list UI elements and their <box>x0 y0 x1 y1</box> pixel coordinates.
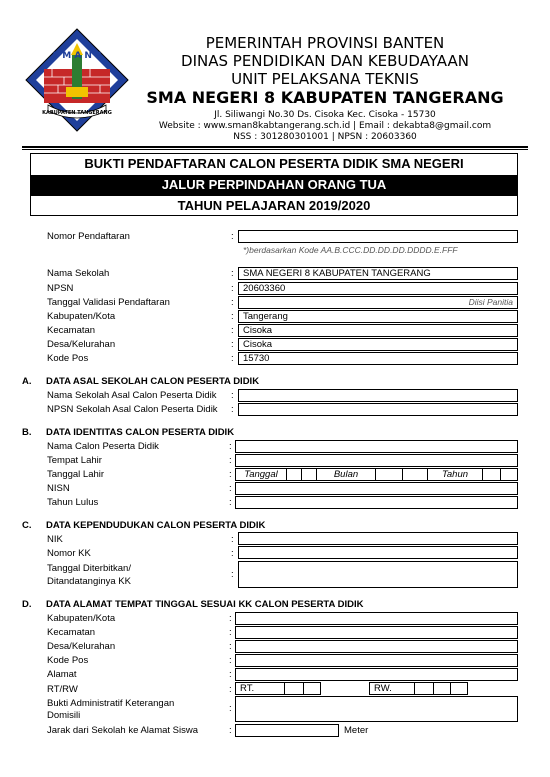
colon: : <box>231 231 234 242</box>
origin-school-name-label: Nama Sekolah Asal Calon Peserta Didik <box>47 390 217 401</box>
birthdate-month-digit-2[interactable] <box>402 468 428 481</box>
colon: : <box>231 548 234 559</box>
rt-digit-2[interactable] <box>303 682 321 695</box>
colon: : <box>229 641 232 652</box>
birthdate-month-digit-1[interactable] <box>375 468 403 481</box>
registration-note: *)berdasarkan Kode AA.B.CCC.DD.DD.DD.DDDD.E.FFF <box>243 245 458 255</box>
colon: : <box>231 283 234 294</box>
colon: : <box>231 404 234 415</box>
village-label: Desa/Kelurahan <box>47 339 116 350</box>
header-address: Jl. Siliwangi No.30 Ds. Cisoka Kec. Cisoka - 15730 <box>214 110 436 120</box>
colon: : <box>229 469 232 480</box>
section-c-title: DATA KEPENDUDUKAN CALON PESERTA DIDIK <box>46 520 266 531</box>
section-b-letter: B. <box>22 427 32 438</box>
registration-label: Nomor Pendaftaran <box>47 231 130 242</box>
kk-number-label: Nomor KK <box>47 548 91 559</box>
kk-date-label-2: Ditandatanginya KK <box>47 576 131 587</box>
section-c-letter: C. <box>22 520 32 531</box>
postal-code-label: Kode Pos <box>47 353 89 364</box>
colon: : <box>229 703 232 714</box>
birthdate-month-label: Bulan <box>316 468 376 481</box>
header-unit: UNIT PELAKSANA TEKNIS <box>231 70 419 88</box>
colon: : <box>229 655 232 666</box>
student-name-field[interactable] <box>235 440 518 453</box>
domicile-proof-label-2: Domisili <box>47 710 81 721</box>
domicile-proof-label-1: Bukti Administratif Keterangan <box>47 698 175 709</box>
address-regency-field[interactable] <box>235 612 518 625</box>
address-district-field[interactable] <box>235 626 518 639</box>
section-a-letter: A. <box>22 376 32 387</box>
address-village-field[interactable] <box>235 640 518 653</box>
header-school-name: SMA NEGERI 8 KABUPATEN TANGERANG <box>146 88 504 107</box>
rw-label-cell: RW. <box>369 682 415 695</box>
logo-text-top: S M A N 8 <box>52 51 102 61</box>
logo-text-bottom: KABUPATEN TANGERANG <box>42 110 112 116</box>
graduation-year-label: Tahun Lulus <box>47 497 99 508</box>
colon: : <box>231 325 234 336</box>
district-label: Kecamatan <box>47 325 96 336</box>
address-street-label: Alamat <box>47 669 77 680</box>
regency-label: Kabupaten/Kota <box>47 311 116 322</box>
colon: : <box>231 311 234 322</box>
birthplace-label: Tempat Lahir <box>47 455 102 466</box>
header-contact: Website : www.sman8kabtangerang.sch.id | Email : dekabta8@gmail.com <box>158 121 492 131</box>
address-postal-field[interactable] <box>235 654 518 667</box>
kk-date-field[interactable] <box>238 561 518 588</box>
colon: : <box>231 297 234 308</box>
origin-school-name-field[interactable] <box>238 389 518 402</box>
colon: : <box>229 483 232 494</box>
address-district-label: Kecamatan <box>47 627 96 638</box>
title-line-2: JALUR PERPINDAHAN ORANG TUA <box>31 175 517 196</box>
birthdate-year-digit-1[interactable] <box>482 468 501 481</box>
colon: : <box>231 569 234 580</box>
graduation-year-field[interactable] <box>235 496 518 509</box>
origin-npsn-field[interactable] <box>238 403 518 416</box>
rw-digit-2[interactable] <box>433 682 451 695</box>
title-line-1: BUKTI PENDAFTARAN CALON PESERTA DIDIK SMA NEGERI <box>84 156 464 171</box>
distance-label: Jarak dari Sekolah ke Alamat Siswa <box>47 725 199 736</box>
colon: : <box>229 725 232 736</box>
rtrw-label: RT/RW <box>47 684 78 695</box>
birthdate-label: Tanggal Lahir <box>47 469 105 480</box>
kk-number-field[interactable] <box>238 546 518 559</box>
school-logo <box>22 25 132 135</box>
distance-unit: Meter <box>344 725 369 736</box>
rw-digit-3[interactable] <box>450 682 468 695</box>
district-field[interactable]: Cisoka <box>238 324 518 337</box>
section-b-title: DATA IDENTITAS CALON PESERTA DIDIK <box>46 427 235 438</box>
colon: : <box>229 669 232 680</box>
colon: : <box>231 353 234 364</box>
rt-label-cell: RT. <box>235 682 285 695</box>
rw-digit-1[interactable] <box>414 682 434 695</box>
birthplace-field[interactable] <box>235 454 518 467</box>
section-d-title: DATA ALAMAT TEMPAT TINGGAL SESUAI KK CALON PESERTA DIDIK <box>46 599 364 610</box>
header-agency: DINAS PENDIDIKAN DAN KEBUDAYAAN <box>181 52 469 70</box>
origin-npsn-label: NPSN Sekolah Asal Calon Peserta Didik <box>47 404 218 415</box>
domicile-proof-field[interactable] <box>235 696 518 722</box>
header-ids: NSS : 301280301001 | NPSN : 20603360 <box>233 132 417 142</box>
validation-date-field[interactable] <box>238 296 518 309</box>
colon: : <box>229 627 232 638</box>
student-name-label: Nama Calon Peserta Didik <box>47 441 159 452</box>
colon: : <box>231 268 234 279</box>
header-divider <box>22 146 528 148</box>
nisn-field[interactable] <box>235 482 518 495</box>
school-name-label: Nama Sekolah <box>47 268 110 279</box>
birthdate-year-label: Tahun <box>427 468 483 481</box>
rt-digit-1[interactable] <box>284 682 304 695</box>
validation-date-note: Diisi Panitia <box>468 297 513 307</box>
title-box <box>30 153 518 216</box>
colon: : <box>229 455 232 466</box>
colon: : <box>229 613 232 624</box>
colon: : <box>229 684 232 695</box>
colon: : <box>231 339 234 350</box>
nisn-label: NISN <box>47 483 70 494</box>
birthdate-day-label: Tanggal <box>235 468 287 481</box>
colon: : <box>229 441 232 452</box>
birthdate-year-digit-2[interactable] <box>500 468 518 481</box>
validation-date-label: Tanggal Validasi Pendaftaran <box>47 297 170 308</box>
registration-number-field[interactable] <box>238 230 518 243</box>
header-divider-thin <box>22 149 528 150</box>
address-postal-label: Kode Pos <box>47 655 89 666</box>
address-street-field[interactable] <box>235 668 518 681</box>
section-a-title: DATA ASAL SEKOLAH CALON PESERTA DIDIK <box>46 376 260 387</box>
nik-field[interactable] <box>238 532 518 545</box>
birthdate-day-digit-1[interactable] <box>286 468 302 481</box>
kk-date-label-1: Tanggal Diterbitkan/ <box>47 563 131 574</box>
title-line-3: TAHUN PELAJARAN 2019/2020 <box>177 198 371 213</box>
school-name-field[interactable]: SMA NEGERI 8 KABUPATEN TANGERANG <box>238 267 518 280</box>
postal-code-field[interactable]: 15730 <box>238 352 518 365</box>
colon: : <box>231 534 234 545</box>
birthdate-day-digit-2[interactable] <box>301 468 317 481</box>
nik-label: NIK <box>47 534 63 545</box>
regency-field[interactable]: Tangerang <box>238 310 518 323</box>
npsn-field[interactable]: 20603360 <box>238 282 518 295</box>
address-village-label: Desa/Kelurahan <box>47 641 116 652</box>
colon: : <box>229 497 232 508</box>
address-regency-label: Kabupaten/Kota <box>47 613 116 624</box>
section-d-letter: D. <box>22 599 32 610</box>
header-province: PEMERINTAH PROVINSI BANTEN <box>205 34 445 52</box>
distance-field[interactable] <box>235 724 339 737</box>
village-field[interactable]: Cisoka <box>238 338 518 351</box>
npsn-label: NPSN <box>47 283 74 294</box>
colon: : <box>231 390 234 401</box>
